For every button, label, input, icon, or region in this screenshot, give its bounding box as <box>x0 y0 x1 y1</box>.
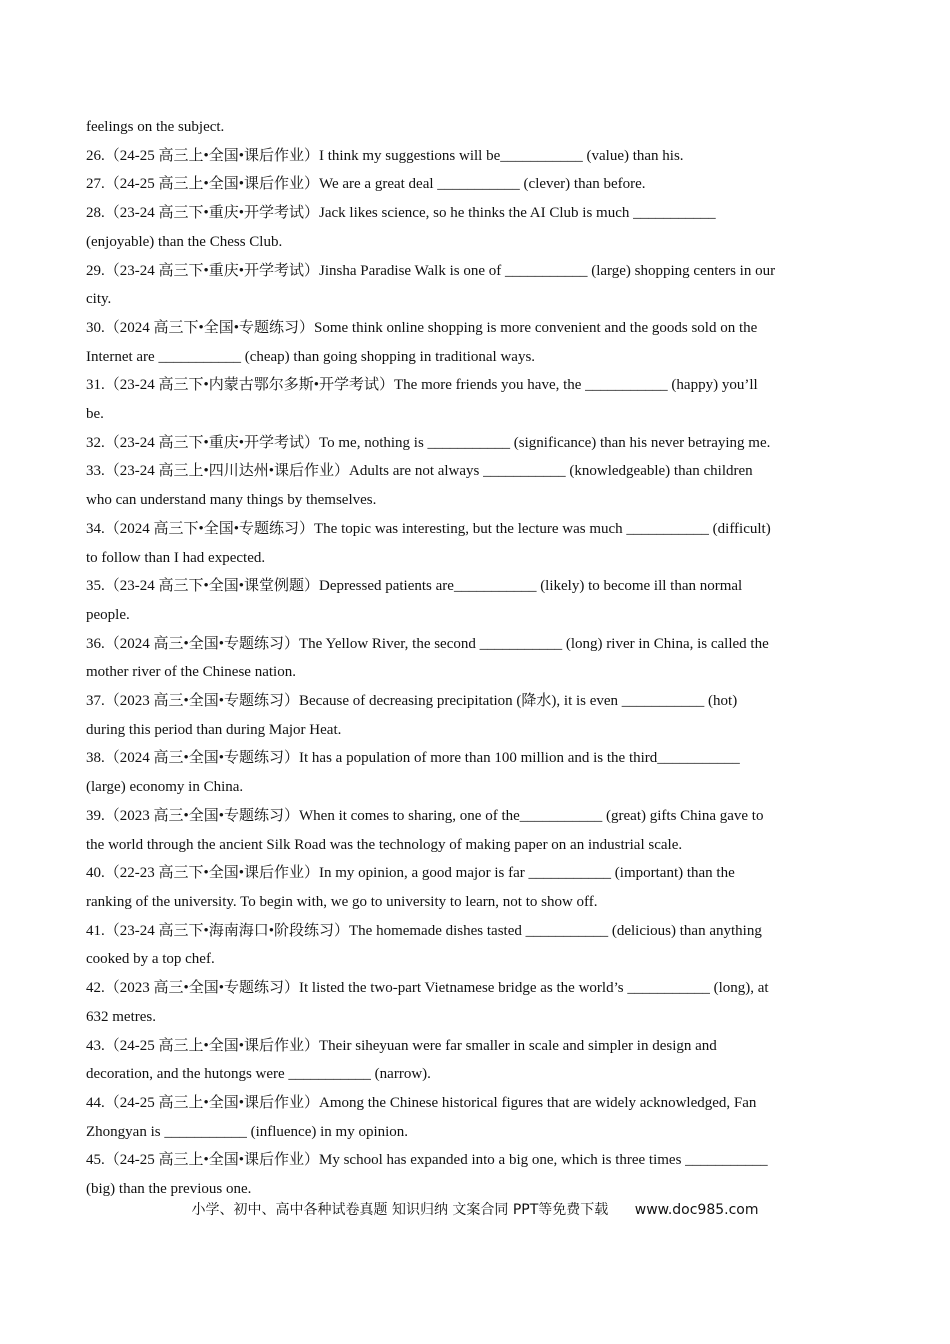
text-line: 37.（2023 高三•全国•专题练习）Because of decreasing precipitation (降水), it is even ___________ (hot) <box>86 693 738 710</box>
text-line: 36.（2024 高三•全国•专题练习）The Yellow River, the second ___________ (long) river in China, is called the <box>86 635 769 652</box>
text-line: 29.（23-24 高三下•重庆•开学考试）Jinsha Paradise Walk is one of ___________ (large) shopping centers in our <box>86 262 776 279</box>
text-line: city. <box>86 291 112 308</box>
text-line: 43.（24-25 高三上•全国•课后作业）Their siheyuan were far smaller in scale and simpler in design and <box>86 1037 717 1054</box>
text-line: 40.（22-23 高三下•全国•课后作业）In my opinion, a good major is far ___________ (important) than the <box>86 865 735 882</box>
text-line: who can understand many things by themselves. <box>86 492 377 509</box>
text-line: feelings on the subject. <box>86 119 225 135</box>
text-line: 45.（24-25 高三上•全国•课后作业）My school has expanded into a big one, which is three times ___________ <box>86 1152 768 1169</box>
text-line: to follow than I had expected. <box>86 549 266 566</box>
text-line: the world through the ancient Silk Road was the technology of making paper on an industrial scale. <box>86 836 683 853</box>
text-line: be. <box>86 406 104 423</box>
text-line: 26.（24-25 高三上•全国•课后作业）I think my suggestions will be___________ (value) than his. <box>86 147 684 164</box>
exercise-list <box>86 113 864 1204</box>
text-line: Zhongyan is ___________ (influence) in my opinion. <box>86 1123 409 1140</box>
text-line: 39.（2023 高三•全国•专题练习）When it comes to sharing, one of the___________ (great) gifts China gave to <box>86 807 764 824</box>
text-line: 632 metres. <box>86 1008 156 1025</box>
text-line: 28.（23-24 高三下•重庆•开学考试）Jack likes science, so he thinks the AI Club is much ___________ <box>86 205 716 222</box>
text-line: during this period than during Major Heat. <box>86 721 342 738</box>
text-line: 33.（23-24 高三上•四川达州•课后作业）Adults are not always ___________ (knowledgeable) than children <box>86 463 753 480</box>
footer-url: www.doc985.com <box>634 1202 759 1218</box>
text-line: 38.（2024 高三•全国•专题练习）It has a population of more than 100 million and is the third___________ <box>86 750 740 767</box>
footer-text: 小学、初中、高中各种试卷真题 知识归纳 文案合同 PPT等免费下载 <box>191 1202 609 1218</box>
text-line: ranking of the university. To begin with, we go to university to learn, not to show off. <box>86 893 598 910</box>
text-line: 27.（24-25 高三上•全国•课后作业）We are a great deal ___________ (clever) than before. <box>86 176 646 193</box>
text-line: 41.（23-24 高三下•海南海口•阶段练习）The homemade dishes tasted ___________ (delicious) than anything <box>86 922 762 939</box>
text-line: 34.（2024 高三下•全国•专题练习）The topic was interesting, but the lecture was much ___________ (difficult) <box>86 520 771 537</box>
text-line: cooked by a top chef. <box>86 951 215 968</box>
text-line: 35.（23-24 高三下•全国•课堂例题）Depressed patients are___________ (likely) to become ill than normal <box>86 578 743 595</box>
text-line: (big) than the previous one. <box>86 1181 252 1198</box>
footer <box>0 1199 950 1219</box>
text-line: (large) economy in China. <box>86 779 244 796</box>
text-line: Internet are ___________ (cheap) than going shopping in traditional ways. <box>86 348 536 365</box>
text-line: (enjoyable) than the Chess Club. <box>86 233 283 250</box>
text-line: people. <box>86 606 130 623</box>
text-line: 31.（23-24 高三下•内蒙古鄂尔多斯•开学考试）The more friends you have, the ___________ (happy) you’ll <box>86 377 758 394</box>
text-line: 44.（24-25 高三上•全国•课后作业）Among the Chinese historical figures that are widely acknowledged, Fan <box>86 1094 757 1111</box>
text-line: 42.（2023 高三•全国•专题练习）It listed the two-part Vietnamese bridge as the world’s ___________ (long), at <box>86 980 769 997</box>
text-line: decoration, and the hutongs were ___________ (narrow). <box>86 1066 431 1083</box>
text-line: 30.（2024 高三下•全国•专题练习）Some think online shopping is more convenient and the goods sold on the <box>86 319 758 336</box>
text-line: mother river of the Chinese nation. <box>86 664 296 681</box>
text-line: 32.（23-24 高三下•重庆•开学考试）To me, nothing is ___________ (significance) than his never betraying me. <box>86 434 771 451</box>
